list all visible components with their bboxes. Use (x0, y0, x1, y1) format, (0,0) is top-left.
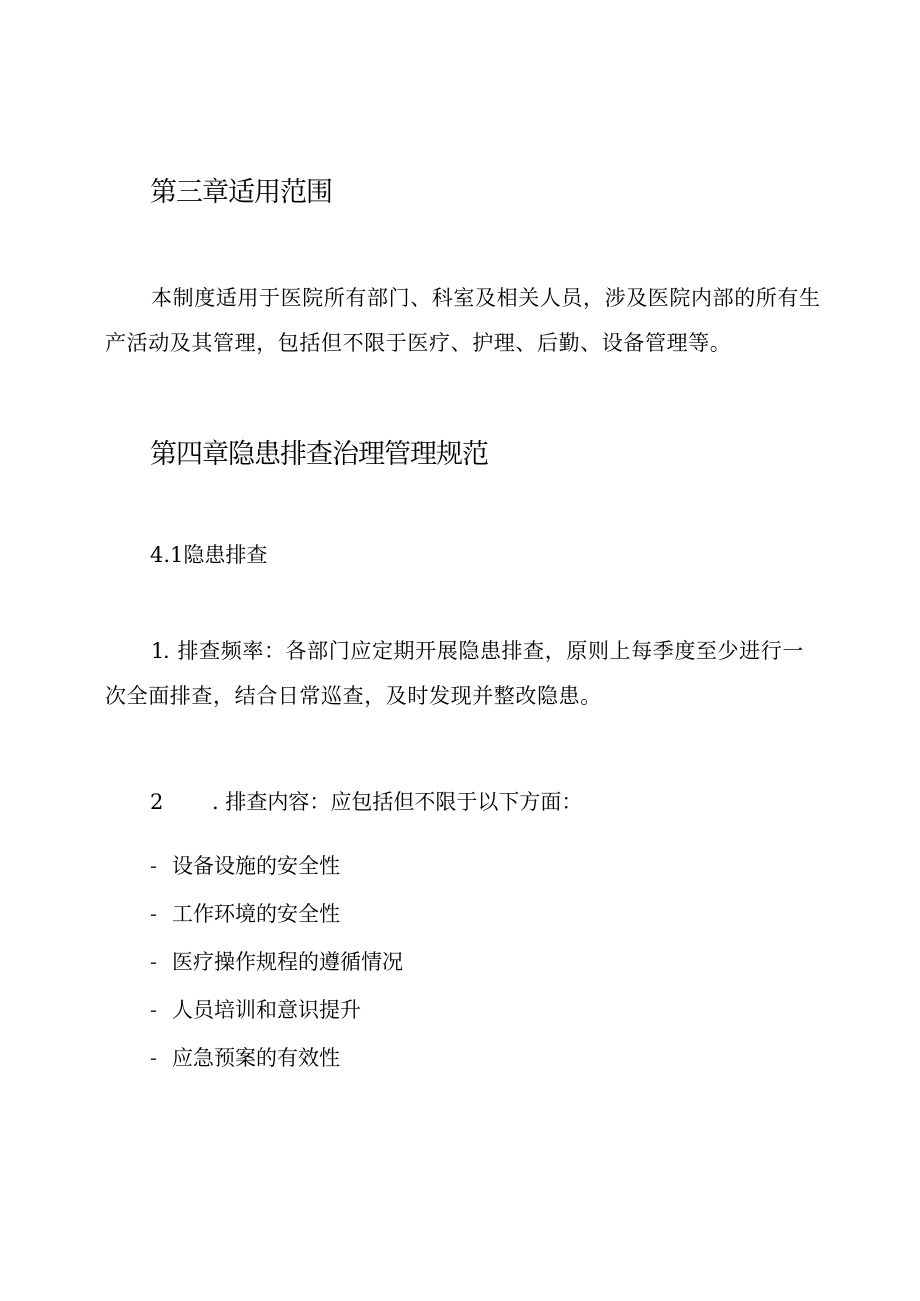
item-2-number: 2 (150, 790, 164, 814)
item-1-number: 1 (151, 639, 165, 663)
inspection-content-list (150, 851, 403, 1091)
list-item (150, 995, 403, 1043)
dash-marker: - (150, 1046, 158, 1070)
dash-marker: - (150, 902, 158, 926)
item-2-paragraph (150, 787, 582, 817)
chapter-3-heading: 第三章适用范围 (150, 177, 332, 208)
list-item-text: 工作环境的安全性 (172, 902, 340, 926)
list-item (150, 1043, 403, 1091)
chapter-3-body: 本制度适用于医院所有部门、科室及相关人员，涉及医院内部的所有生产活动及其管理，包括但不限于医疗、护理、后勤、设备管理等。 (105, 286, 821, 355)
section-4-1-heading: 4.1隐患排查 (150, 543, 268, 567)
item-2-text: . 排查内容：应包括但不限于以下方面： (212, 790, 583, 814)
chapter-4-heading: 第四章隐患排查治理管理规范 (150, 439, 488, 470)
list-item-text: 医疗操作规程的遵循情况 (172, 950, 403, 974)
item-1-text: . 排查频率：各部门应定期开展隐患排查，原则上每季度至少进行一次全面排查，结合日常巡查，及时发现并整改隐患。 (105, 639, 804, 708)
item-1-paragraph (105, 629, 821, 719)
dash-marker: - (150, 950, 158, 974)
list-item-text: 人员培训和意识提升 (172, 998, 361, 1022)
list-item (150, 947, 403, 995)
dash-marker: - (150, 998, 158, 1022)
list-item (150, 851, 403, 899)
list-item-text: 设备设施的安全性 (172, 854, 340, 878)
list-item (150, 899, 403, 947)
list-item-text: 应急预案的有效性 (172, 1046, 340, 1070)
dash-marker: - (150, 854, 158, 878)
